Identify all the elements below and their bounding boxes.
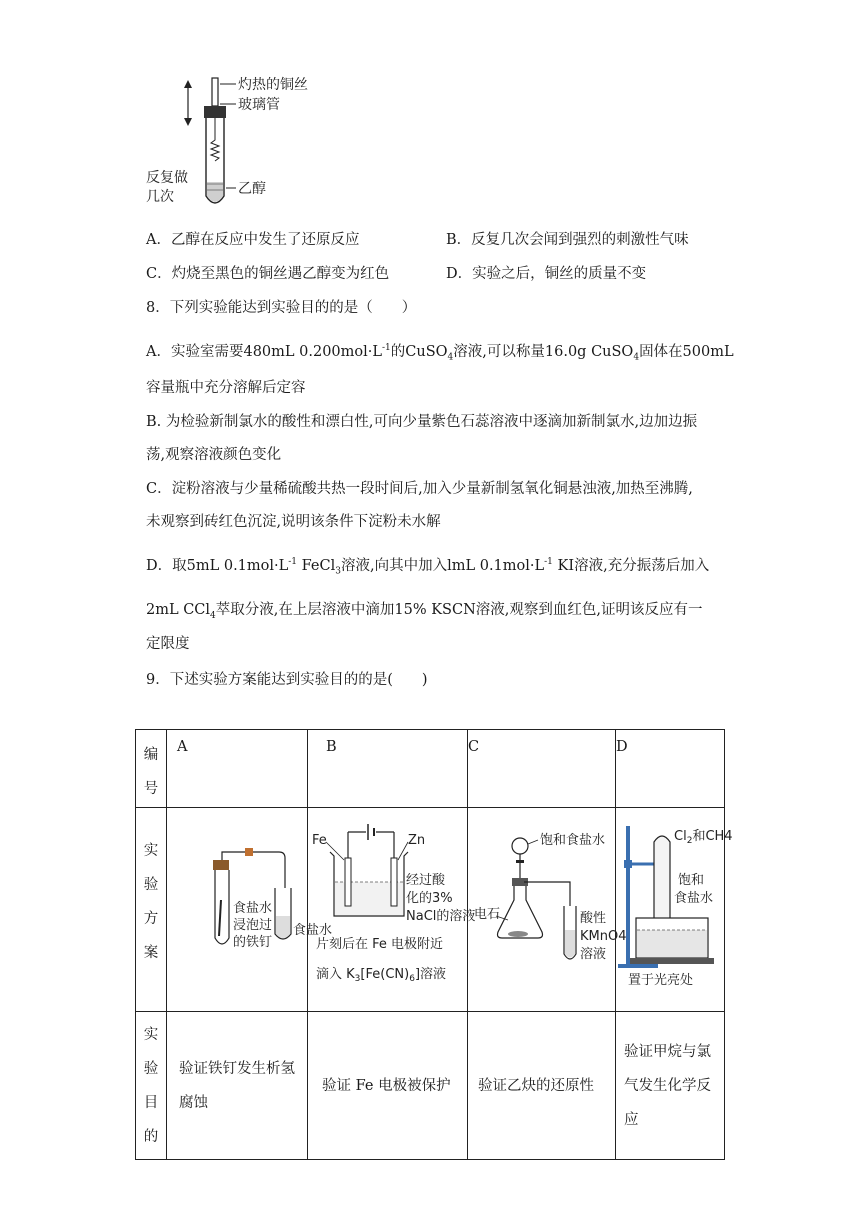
label-salt-water-2: 食盐水 xyxy=(293,923,333,938)
col-header-a: A xyxy=(167,730,308,808)
q9-stem: 9．下述实验方案能达到实验目的的是( ) xyxy=(146,672,428,688)
q8-option-c-line2: 未观察到砖红色沉淀,说明该条件下淀粉未水解 xyxy=(146,514,441,530)
q7-option-d: D．实验之后，铜丝的质量不变 xyxy=(446,266,647,282)
ethanol-copper-wire-figure xyxy=(140,70,340,215)
label-cl2-ch4: $Cl_2$和CH4 xyxy=(674,829,733,846)
note-line-2: 滴入 $K_3[Fe(CN)_6]$溶液 xyxy=(316,967,447,984)
purpose-c: 验证乙炔的还原性 xyxy=(468,1012,616,1160)
q8-stem: 8．下列实验能达到实验目的的是（ ） xyxy=(146,300,417,316)
label-bright-place: 置于光亮处 xyxy=(628,973,694,988)
label-solution: 溶液 xyxy=(580,947,607,962)
q8-option-b-line1: B. 为检验新制氯水的酸性和漂白性,可向少量紫色石蕊溶液中逐滴加新制氯水,边加边振 xyxy=(146,414,698,430)
purpose-d: 验证甲烷与氯 气发生化学反 应 xyxy=(616,1012,725,1160)
col-header-c: C xyxy=(468,730,616,808)
q8-option-a-line1: A．实验室需要480mL $0.200mol\cdot L^{-1}$的CuSO$_4$溶液,可以称量16.0g CuSO$_4$固体在500mL xyxy=(146,343,734,363)
label-saturated-brine: 饱和食盐水 xyxy=(540,833,606,848)
label-saturated: 饱和 xyxy=(678,873,705,888)
q8-option-b-line2: 荡,观察溶液颜色变化 xyxy=(146,447,282,463)
scheme-b xyxy=(308,808,476,1012)
label-fe-electrode: Fe xyxy=(312,833,327,848)
label-hot-copper-wire: 灼热的铜丝 xyxy=(238,77,308,93)
purpose-b: 验证 Fe 电极被保护 xyxy=(308,1012,468,1160)
label-iron-nail: 的铁钉 xyxy=(233,935,273,950)
acetylene-figure xyxy=(468,808,627,998)
col-header-b: B xyxy=(308,730,468,808)
label-glass-tube: 玻璃管 xyxy=(238,97,280,113)
q8-option-c-line1: C．淀粉溶液与少量稀硫酸共热一段时间后,加入少量新制氢氧化铜悬浊液,加热至沸腾, xyxy=(146,481,693,497)
label-soaked: 浸泡过 xyxy=(233,918,273,933)
q8-option-d-line2: 2mL CCl$_4$萃取分液,在上层溶液中滴加15% KSCN溶液,观察到血红色,证明该反应有一 xyxy=(146,602,703,621)
label-brine: 食盐水 xyxy=(674,891,714,906)
methane-chlorine-figure xyxy=(616,808,733,998)
q7-option-b: B．反复几次会闻到强烈的刺激性气味 xyxy=(446,232,689,248)
q8-option-a-line2: 容量瓶中充分溶解后定容 xyxy=(146,380,306,396)
q7-option-c: C．灼烧至黑色的铜丝遇乙醇变为红色 xyxy=(146,266,390,282)
q8-option-d-line3: 定限度 xyxy=(146,636,190,652)
label-salt-water: 食盐水 xyxy=(233,901,273,916)
label-repeat-1: 反复做 xyxy=(146,170,188,186)
label-kmno4: KMnO4 xyxy=(580,929,627,944)
q7-option-a: A．乙醇在反应中发生了还原反应 xyxy=(146,232,360,248)
purpose-a: 验证铁钉发生析氢 腐蚀 xyxy=(167,1012,308,1160)
col-header-d: D xyxy=(616,730,725,808)
electrochemistry-figure xyxy=(308,808,476,998)
scheme-c xyxy=(468,808,627,1012)
scheme-d xyxy=(616,808,733,1012)
label-repeat-2: 几次 xyxy=(146,189,174,205)
label-3-percent: 化的3% xyxy=(406,891,453,906)
note-line-1: 片刻后在 Fe 电极附近 xyxy=(316,937,444,952)
header-purpose: 实 验 目 的 xyxy=(136,1012,167,1160)
q8-option-d-line1: D．取5mL $0.1mol\cdot L^{-1}$ FeCl$_3$溶液,向其中加入lmL $0.1mol\cdot L^{-1}$ KI溶液,充分振荡后加入 xyxy=(146,557,710,577)
header-scheme: 实 验 方 案 xyxy=(136,808,167,1012)
label-calcium-carbide: 电石 xyxy=(474,907,501,922)
experiment-table xyxy=(135,729,733,1160)
label-nacl-solution: NaCl的溶液 xyxy=(406,909,476,924)
label-acidic: 酸性 xyxy=(580,911,607,926)
header-number: 编 号 xyxy=(136,730,167,808)
label-ethanol: 乙醇 xyxy=(238,181,266,197)
label-acidified: 经过酸 xyxy=(406,873,446,888)
label-zn-electrode: Zn xyxy=(408,833,426,848)
